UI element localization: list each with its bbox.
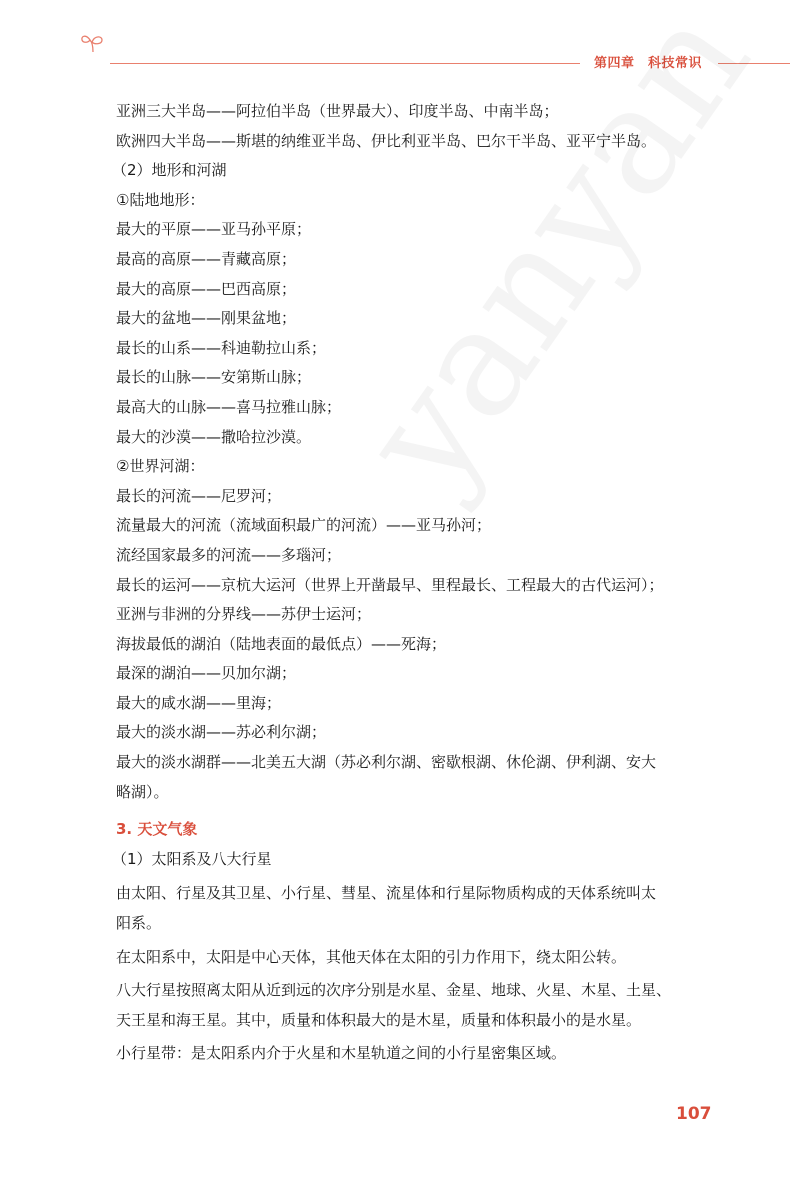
list-heading: ②世界河湖：: [116, 457, 205, 476]
header-rule-right: [718, 63, 790, 64]
paragraph: [116, 942, 716, 972]
paragraph-line: 八大行星按照离太阳从近到远的次序分别是水星、金星、地球、火星、木星、土星、: [116, 981, 672, 1000]
paragraph: [116, 1038, 716, 1068]
list-item: 亚洲与非洲的分界线——苏伊士运河；: [116, 605, 372, 624]
paragraph-line: 天王星和海王星。其中，质量和体积最大的是木星，质量和体积最小的是水星。: [116, 1010, 642, 1029]
page-number: 107: [676, 1104, 712, 1124]
sub-heading: （1）太阳系及八大行星: [112, 849, 272, 868]
list-item: 最长的山系——科迪勒拉山系；: [116, 338, 327, 357]
paragraph: [116, 878, 716, 937]
list-item: 最大的咸水湖——里海；: [116, 693, 282, 712]
list-item: 最高的高原——青藏高原；: [116, 249, 297, 268]
list-item: 最大的高原——巴西高原；: [116, 279, 297, 298]
sub-heading: （2）地形和河湖: [112, 161, 227, 180]
list-item: 最高大的山脉——喜马拉雅山脉；: [116, 397, 342, 416]
list-item-continuation: 略湖）。: [116, 782, 169, 801]
paragraph-line: 在太阳系中，太阳是中心天体，其他天体在太阳的引力作用下，绕太阳公转。: [116, 947, 627, 966]
list-item: 流经国家最多的河流——多瑙河；: [116, 545, 342, 564]
list-item: 最长的山脉——安第斯山脉；: [116, 368, 312, 387]
list-item: 最长的河流——尼罗河；: [116, 486, 282, 505]
list-item: 最大的盆地——刚果盆地；: [116, 309, 297, 328]
text-line: 亚洲三大半岛——阿拉伯半岛（世界最大）、印度半岛、中南半岛；: [116, 102, 559, 120]
list-item: 最大的淡水湖——苏必利尔湖；: [116, 723, 327, 742]
list-item: 流量最大的河流（流域面积最广的河流）——亚马孙河；: [116, 516, 492, 535]
paragraph-line: 由太阳、行星及其卫星、小行星、彗星、流星体和行星际物质构成的天体系统叫太: [116, 884, 657, 903]
list-item: 最大的沙漠——撒哈拉沙漠。: [116, 427, 312, 446]
section-title: 3. 天文气象: [116, 820, 198, 839]
sprout-icon: [80, 32, 106, 54]
page-content: [112, 97, 716, 1068]
list-item: 最深的湖泊——贝加尔湖；: [116, 664, 297, 683]
list-item: 最长的运河——京杭大运河（世界上开凿最早、里程最长、工程最大的古代运河）；: [116, 575, 664, 594]
header-rule-left: [110, 63, 580, 64]
list-item: 最大的平原——亚马孙平原；: [116, 220, 312, 239]
list-item: 最大的淡水湖群——北美五大湖（苏必利尔湖、密歇根湖、休伦湖、伊利湖、安大: [116, 753, 657, 772]
paragraph-line: 阳系。: [116, 914, 162, 933]
text-line: 欧洲四大半岛——斯堪的纳维亚半岛、伊比利亚半岛、巴尔干半岛、亚平宁半岛。: [116, 131, 657, 150]
list-item: 海拔最低的湖泊（陆地表面的最低点）——死海；: [116, 634, 447, 653]
paragraph: [116, 975, 716, 1034]
paragraph-line: 小行星带：是太阳系内介于火星和木星轨道之间的小行星密集区域。: [116, 1044, 567, 1063]
chapter-title: 第四章 科技常识: [594, 56, 703, 71]
list-heading: ①陆地地形：: [116, 190, 205, 209]
